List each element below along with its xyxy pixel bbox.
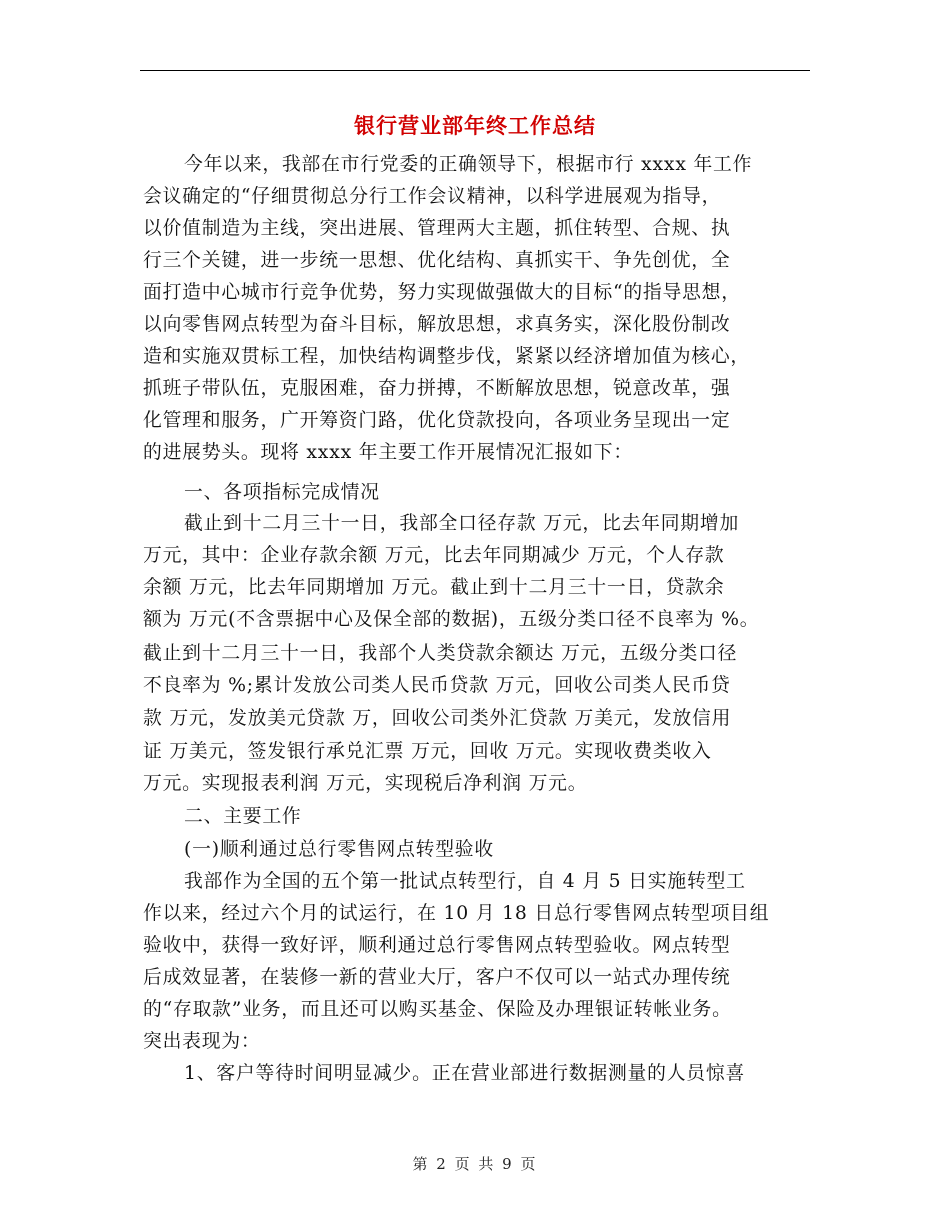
body-line: 以向零售网点转型为奋斗目标，解放思想，求真务实，深化股份制改 [143,314,731,335]
document-title: 银行营业部年终工作总结 [354,114,596,138]
body-line: 截止到十二月三十一日，我部全口径存款 万元，比去年同期增加 [184,513,740,534]
body-line: 款 万元，发放美元贷款 万，回收公司类外汇贷款 万美元，发放信用 [143,708,732,729]
body-line: 造和实施双贯标工程，加快结构调整步伐，紧紧以经济增加值为核心， [143,346,751,367]
body-line: 截止到十二月三十一日，我部个人类贷款余额达 万元，五级分类口径 [143,643,738,664]
body-line: 万元，其中：企业存款余额 万元，比去年同期减少 万元，个人存款 [143,545,725,566]
body-line: 以价值制造为主线，突出进展、管理两大主题，抓住转型、合规、执 [143,218,731,239]
body-line: 的进展势头。现将 xxxx 年主要工作开展情况汇报如下： [143,442,633,463]
body-line: 后成效显著，在装修一新的营业大厅，客户不仅可以一站式办理传统 [143,967,731,988]
body-line: 行三个关键，进一步统一思想、优化结构、真抓实干、争先创优，全 [143,250,731,271]
body-line: 面打造中心城市行竞争优势，努力实现做强做大的目标“的指导思想， [143,282,741,303]
body-line: 万元。实现报表利润 万元，实现税后净利润 万元。 [143,773,588,794]
body-line: 的“存取款”业务，而且还可以购买基金、保险及办理银证转帐业务。 [143,999,732,1020]
section-heading: 一、各项指标完成情况 [184,482,380,503]
body-line: 余额 万元，比去年同期增加 万元。截止到十二月三十一日，贷款余 [143,577,725,598]
section-heading: 二、主要工作 [184,806,302,827]
body-line: 抓班子带队伍，克服困难，奋力拼搏，不断解放思想，锐意改革，强 [143,378,731,399]
body-line: 会议确定的“仔细贯彻总分行工作会议精神，以科学进展观为指导， [143,186,722,207]
body-line: 化管理和服务，广开筹资门路，优化贷款投向，各项业务呈现出一定 [143,410,731,431]
body-line: 作以来，经过六个月的试运行，在 10 月 18 日总行零售网点转型项目组 [143,903,770,924]
body-line: 验收中，获得一致好评，顺利通过总行零售网点转型验收。网点转型 [143,935,731,956]
body-line: 我部作为全国的五个第一批试点转型行，自 4 月 5 日实施转型工 [184,871,746,892]
body-line: 突出表现为： [143,1031,261,1052]
body-line: 今年以来，我部在市行党委的正确领导下，根据市行 xxxx 年工作 [184,154,753,175]
body-line: 不良率为 %;累计发放公司类人民币贷款 万元，回收公司类人民币贷 [143,675,731,696]
subsection-heading: (一)顺利通过总行零售网点转型验收 [184,839,494,860]
page-number-footer: 第 2 页 共 9 页 [412,1155,538,1173]
body-line: 1、客户等待时间明显减少。正在营业部进行数据测量的人员惊喜 [184,1063,746,1084]
body-line: 证 万美元，签发银行承兑汇票 万元，回收 万元。实现收费类收入 [143,741,712,762]
body-line: 额为 万元(不含票据中心及保全部的数据)，五级分类口径不良率为 %。 [143,609,760,630]
header-rule [140,70,810,71]
